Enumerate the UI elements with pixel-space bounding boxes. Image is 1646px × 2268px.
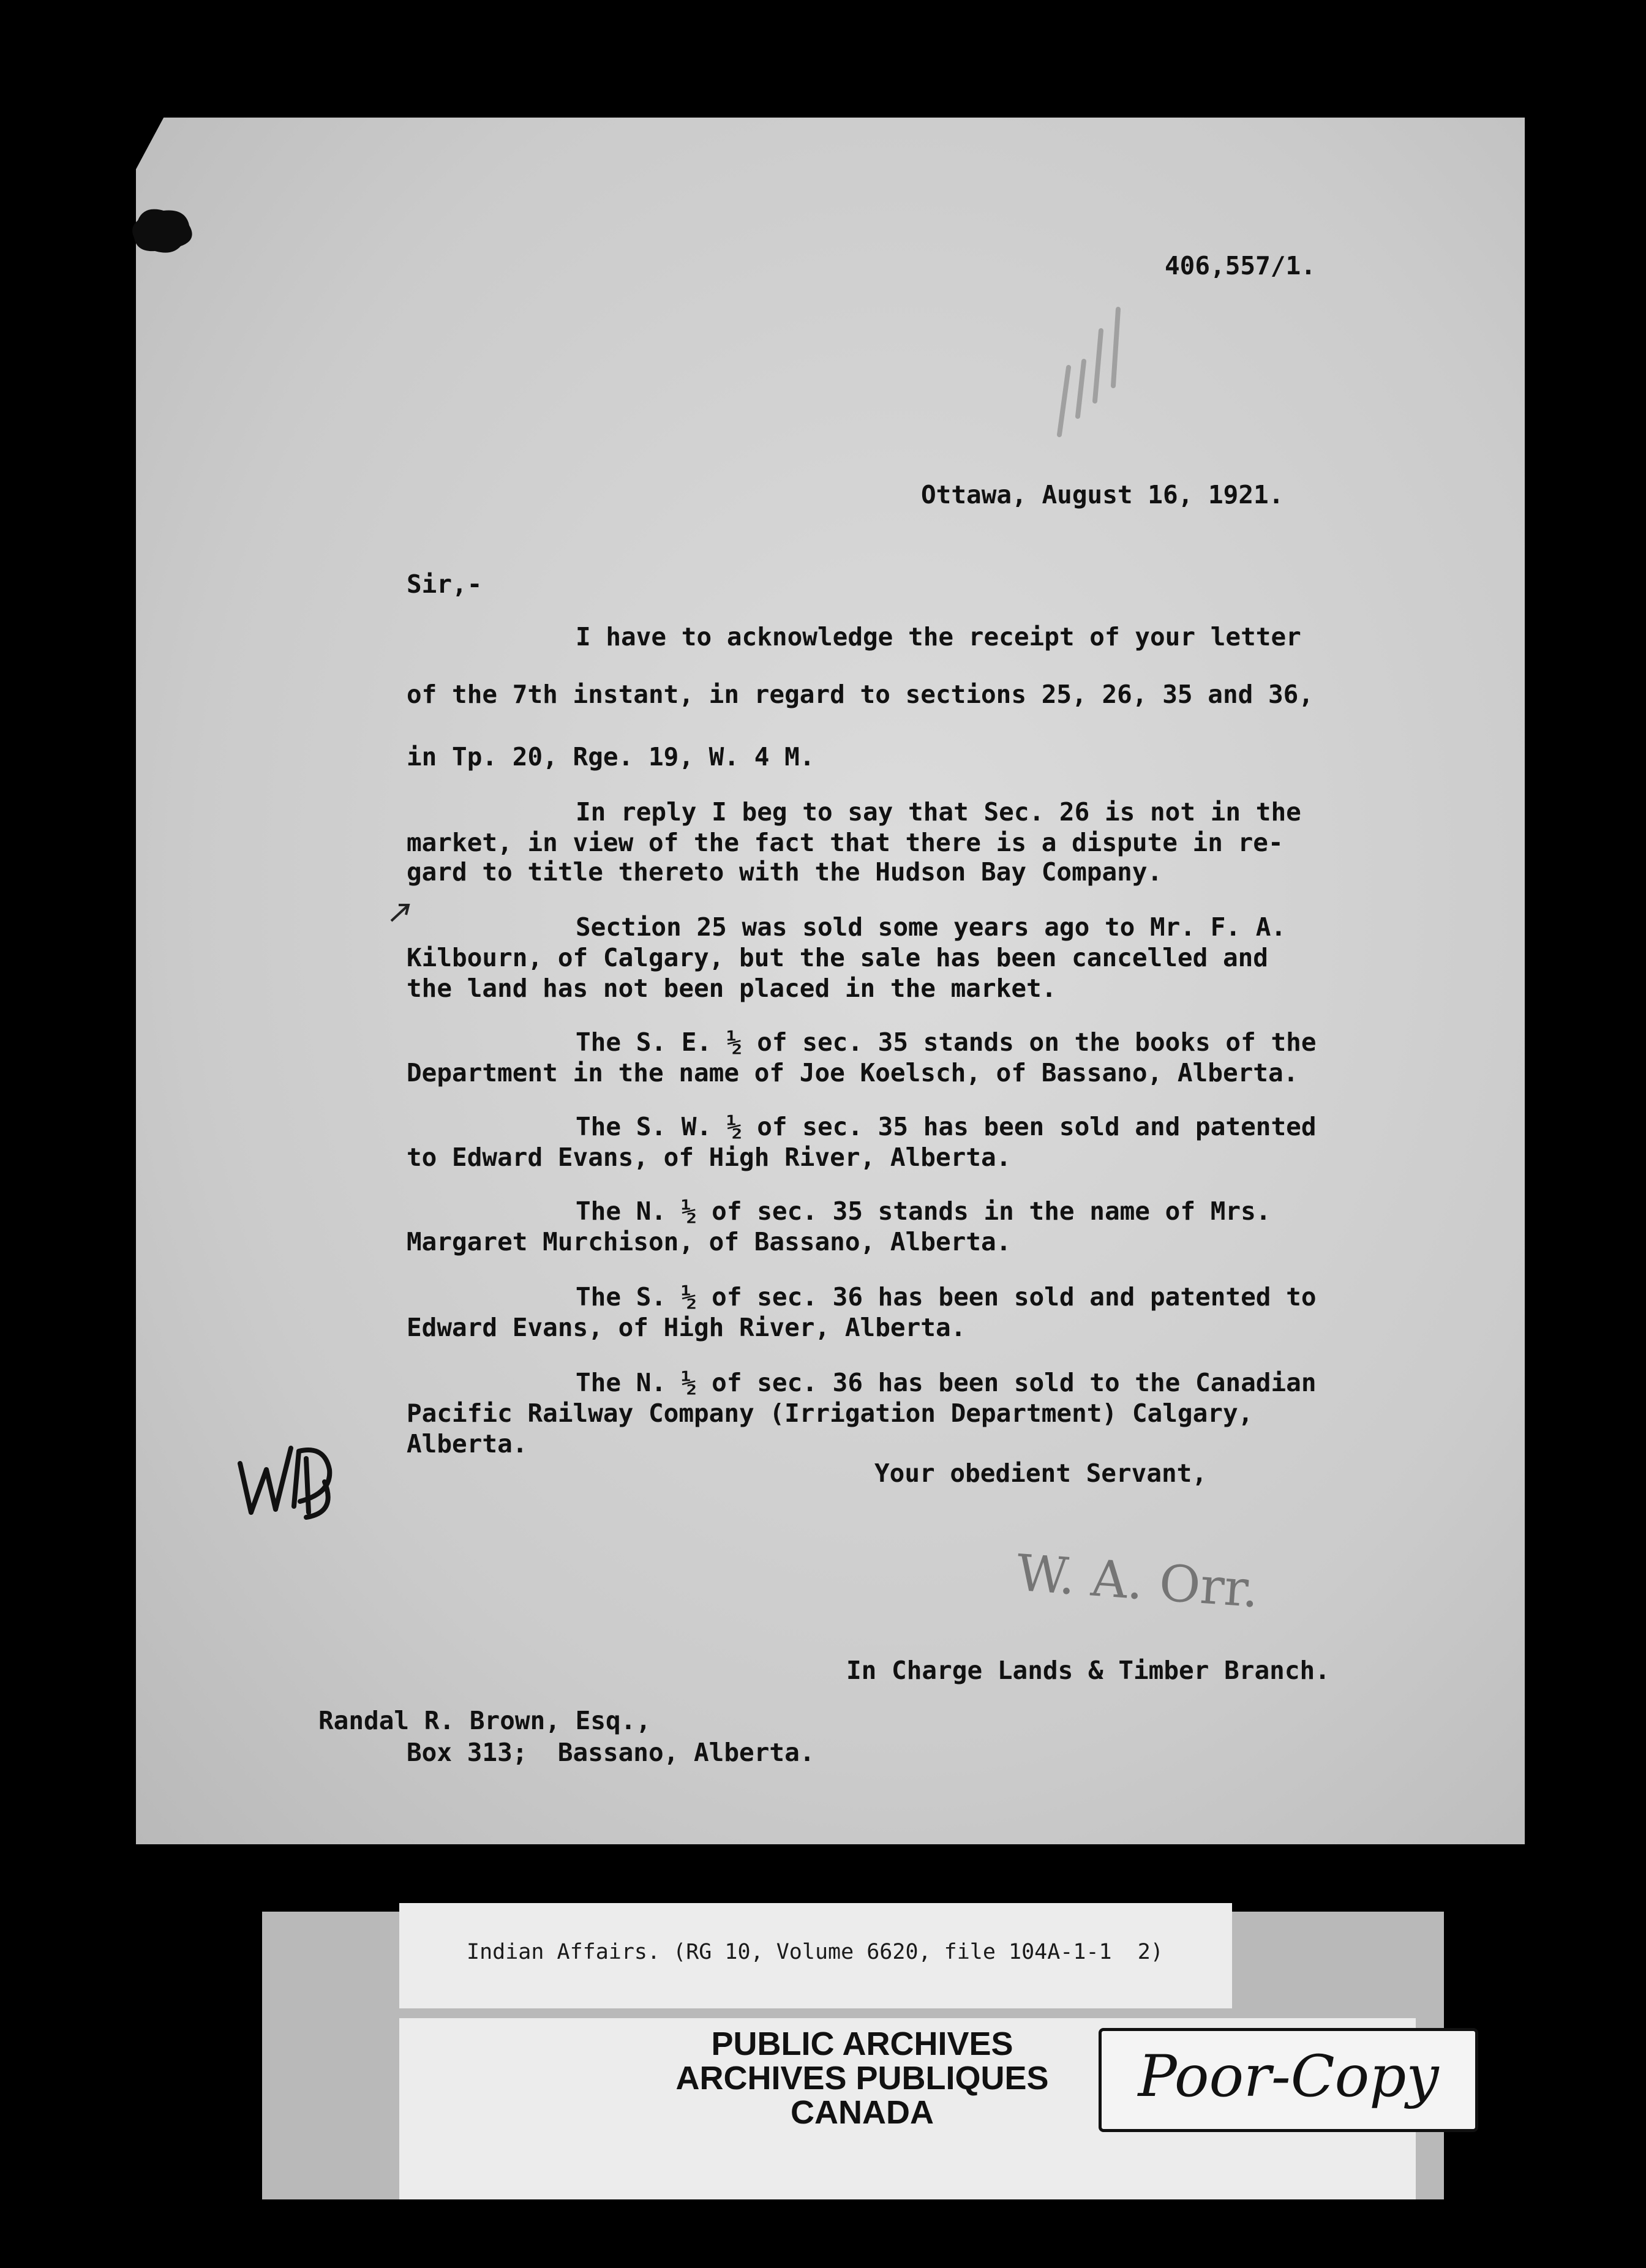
archives-line-1: PUBLIC ARCHIVES: [711, 2026, 1013, 2062]
archives-line-3: CANADA: [791, 2094, 934, 2131]
poor-copy-text: Poor-Copy: [1138, 2043, 1439, 2110]
body-line: Department in the name of Joe Koelsch, of Bassano, Alberta.: [407, 1058, 1299, 1087]
body-line: the land has not been placed in the market.: [407, 974, 1057, 1003]
pencil-mark: [1041, 294, 1145, 447]
ink-blot: [126, 202, 199, 257]
signature-stamp-graphic: [1010, 1537, 1268, 1617]
body-line: to Edward Evans, of High River, Alberta.: [407, 1143, 1012, 1172]
body-line: Margaret Murchison, of Bassano, Alberta.: [407, 1227, 1012, 1256]
initials-mark: [233, 1421, 346, 1525]
svg-text:W. A. Orr.: W. A. Orr.: [1014, 1544, 1261, 1617]
closing: Your obedient Servant,: [874, 1459, 1208, 1488]
archives-line-2: ARCHIVES PUBLIQUES: [675, 2060, 1049, 2097]
body-line: Edward Evans, of High River, Alberta.: [407, 1313, 966, 1342]
body-line: The S. E. ½ of sec. 35 stands on the books of the: [576, 1027, 1317, 1057]
dateline: Ottawa, August 16, 1921.: [921, 480, 1284, 509]
body-line: gard to title thereto with the Hudson Bay Company.: [407, 857, 1163, 887]
arrow-mark: [388, 900, 415, 925]
body-line: The S. ½ of sec. 36 has been sold and patented to: [576, 1282, 1317, 1312]
addressee-line-1: Randal R. Brown, Esq.,: [318, 1706, 652, 1735]
body-line: in Tp. 20, Rge. 19, W. 4 M.: [407, 742, 815, 772]
body-line: Alberta.: [407, 1429, 528, 1459]
body-line: The S. W. ½ of sec. 35 has been sold and patented: [576, 1112, 1317, 1141]
addressee-line-2: Box 313; Bassano, Alberta.: [407, 1738, 815, 1767]
signer-title: In Charge Lands & Timber Branch.: [846, 1656, 1330, 1685]
body-line: market, in view of the fact that there is a dispute in re-: [407, 828, 1283, 857]
poor-copy-label: [1099, 2028, 1478, 2132]
body-line: Pacific Railway Company (Irrigation Department) Calgary,: [407, 1399, 1253, 1428]
body-line: In reply I beg to say that Sec. 26 is not in the: [576, 797, 1301, 827]
signature-stamp: [1010, 1537, 1268, 1617]
body-line: Section 25 was sold some years ago to Mr. F. A.: [576, 912, 1287, 942]
body-line: The N. ½ of sec. 35 stands in the name of Mrs.: [576, 1196, 1271, 1226]
body-line: I have to acknowledge the receipt of your letter: [576, 622, 1301, 651]
salutation: Sir,-: [407, 569, 483, 599]
body-line: Kilbourn, of Calgary, but the sale has been cancelled and: [407, 943, 1268, 972]
body-line: of the 7th instant, in regard to sections 25, 26, 35 and 36,: [407, 680, 1314, 709]
body-line: The N. ½ of sec. 36 has been sold to the Canadian: [576, 1368, 1317, 1397]
archive-reference: Indian Affairs. (RG 10, Volume 6620, file 104A-1-1 2): [467, 1940, 1163, 1964]
file-number: 406,557/1.: [1165, 251, 1316, 280]
